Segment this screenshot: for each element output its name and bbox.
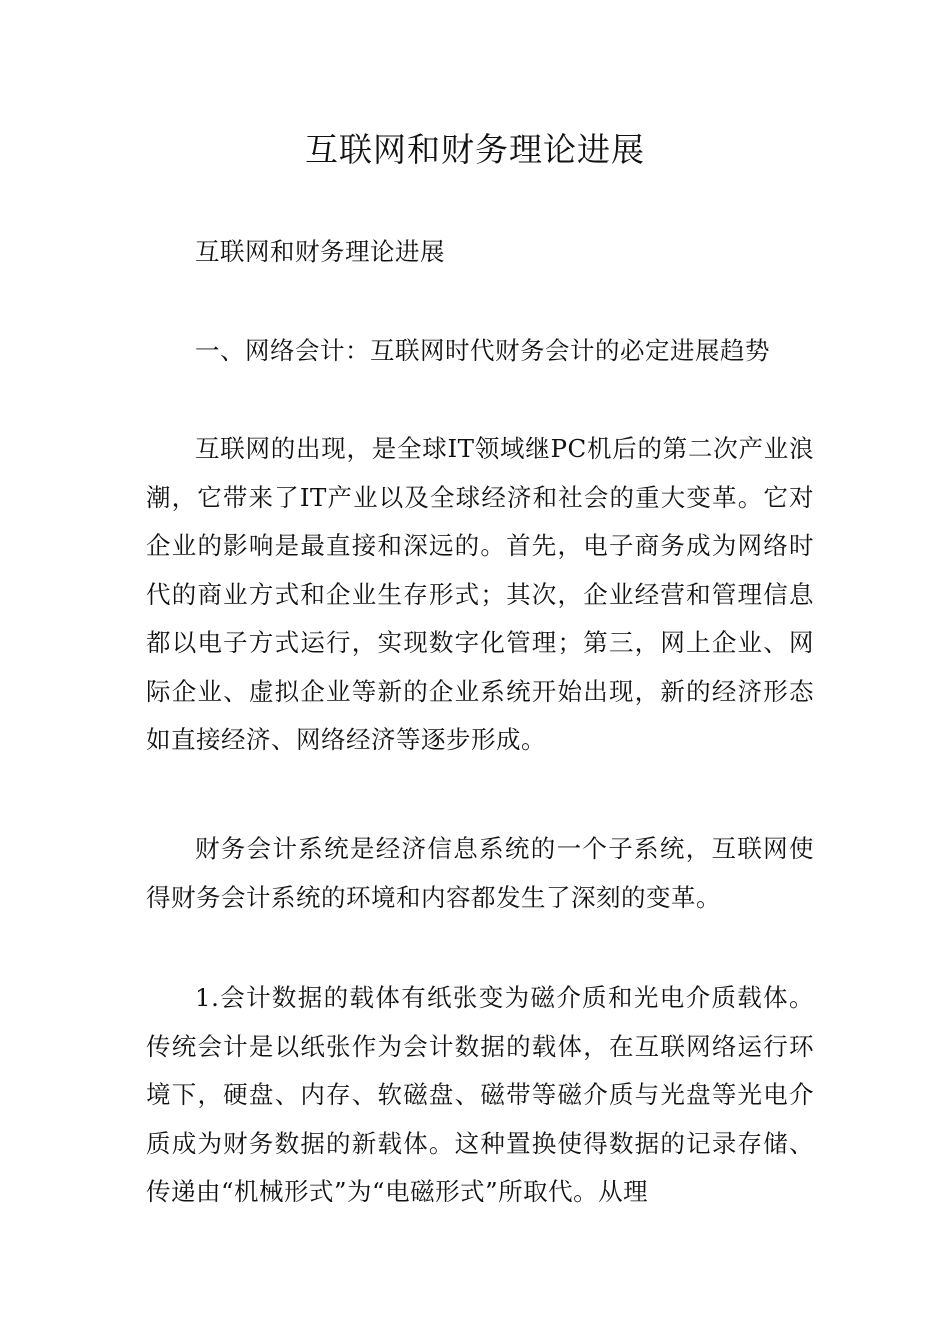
document-subtitle-paragraph: 互联网和财务理论进展 [195, 237, 445, 266]
section-heading: 一、网络会计：互联网时代财务会计的必定进展趋势 [195, 336, 770, 365]
document-title: 互联网和财务理论进展 [305, 130, 645, 169]
body-paragraph: 1.会计数据的载体有纸张变为磁介质和光电介质载体。传统会计是以纸张作为会计数据的载体，在互联网络运行环境下，硬盘、内存、软磁盘、磁带等磁介质与光盘等光电介质成为财务数据的新载体。这种置换使得数据的记录存储、传递由“机械形式”为“电磁形式”所取代。从理 [146, 983, 814, 1206]
body-paragraph: 财务会计系统是经济信息系统的一个子系统，互联网使得财务会计系统的环境和内容都发生了深刻的变革。 [146, 834, 814, 912]
body-paragraph: 互联网的出现，是全球IT领域继PC机后的第二次产业浪潮，它带来了IT产业以及全球经济和社会的重大变革。它对企业的影响是最直接和深远的。首先，电子商务成为网络时代的商业方式和企业生存形式；其次，企业经营和管理信息都以电子方式运行，实现数字化管理；第三，网上企业、网际企业、虚拟企业等新的企业系统开始出现，新的经济形态如直接经济、网络经济等逐步形成。 [146, 434, 814, 754]
